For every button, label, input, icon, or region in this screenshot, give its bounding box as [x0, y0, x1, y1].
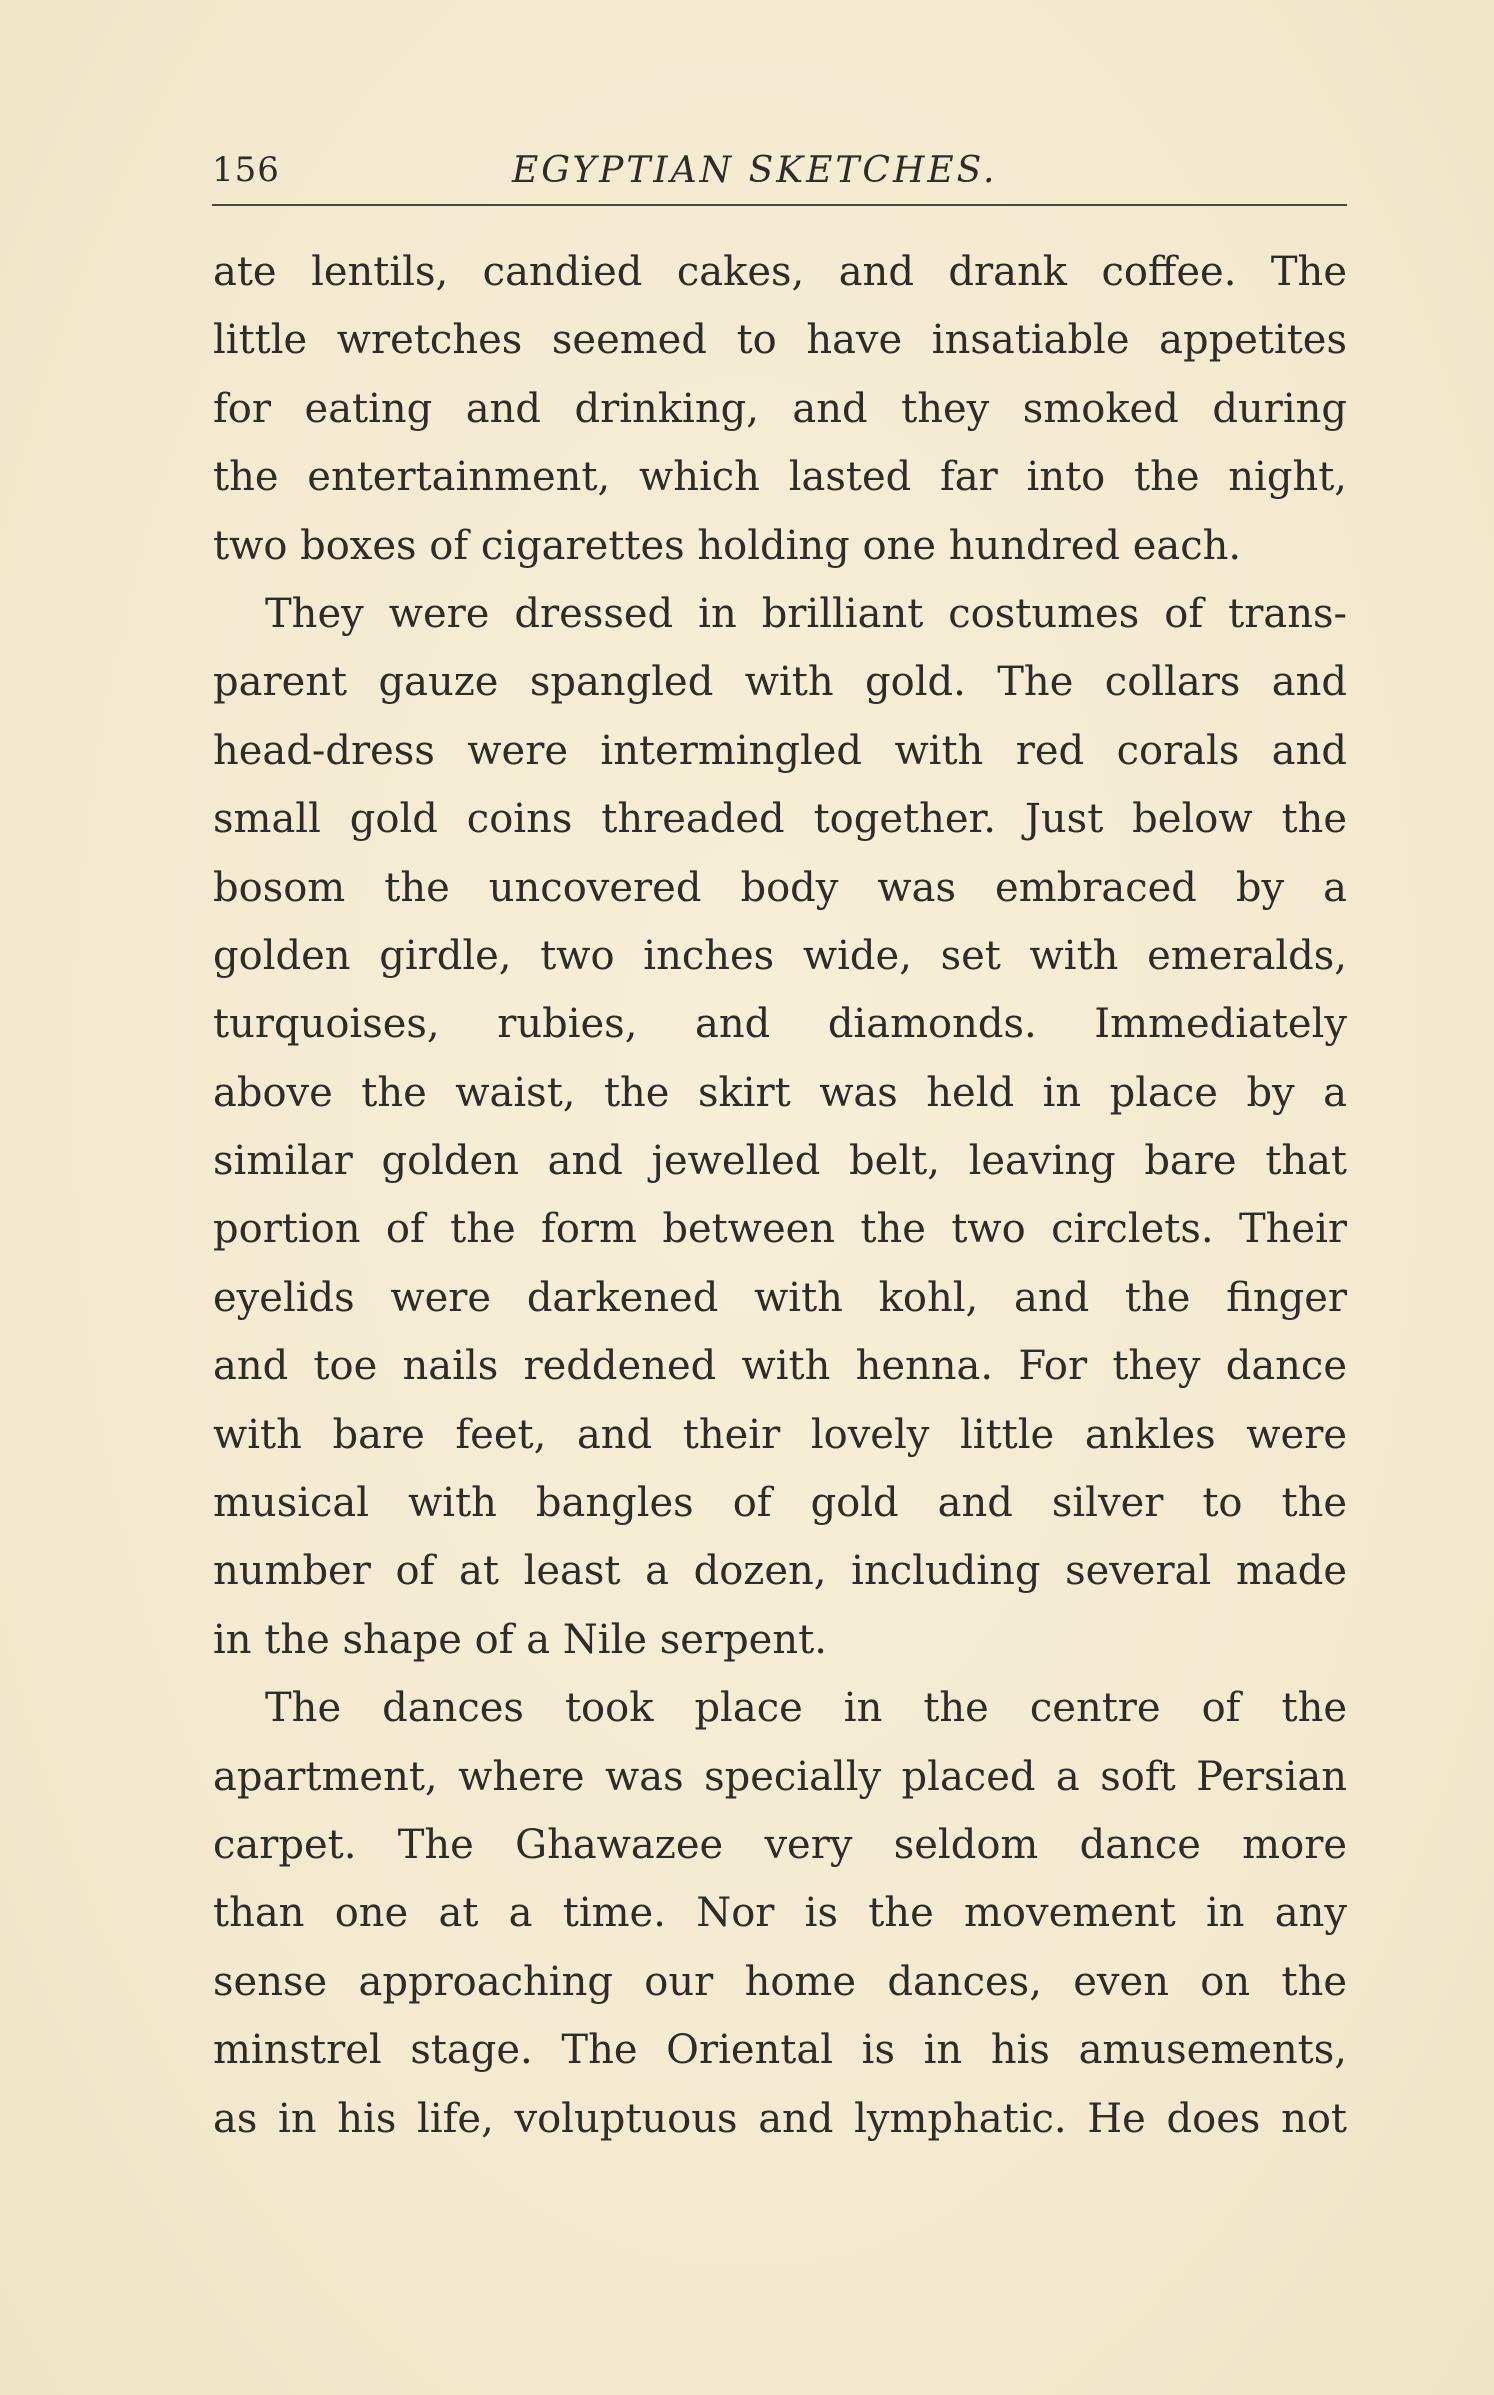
text-line: portion of the form between the two circlets. Their — [213, 1206, 1347, 1253]
text-line: with bare feet, and their lovely little ankles were — [213, 1411, 1347, 1458]
text-line: minstrel stage. The Oriental is in his amusements, — [213, 2027, 1347, 2074]
text-line: two boxes of cigarettes holding one hundred each. — [213, 522, 1242, 569]
text-line: sense approaching our home dances, even on the — [213, 1958, 1347, 2005]
text-line: ate lentils, candied cakes, and drank coffee. The — [213, 249, 1347, 295]
text-line: similar golden and jewelled belt, leaving bare that — [213, 1138, 1347, 1185]
text-line: for eating and drinking, and they smoked during — [213, 385, 1347, 432]
text-line: They were dressed in brilliant costumes of trans- — [265, 590, 1347, 637]
page-header — [212, 140, 1347, 200]
text-line: as in his life, voluptuous and lymphatic. He does not — [213, 2095, 1347, 2142]
text-line: eyelids were darkened with kohl, and the finger — [213, 1274, 1347, 1321]
text-line: head-dress were intermingled with red corals and — [213, 727, 1347, 774]
text-line: bosom the uncovered body was embraced by a — [213, 864, 1347, 911]
text-line: in the shape of a Nile serpent. — [213, 1616, 827, 1663]
text-line: golden girdle, two inches wide, set with emeralds, — [213, 932, 1347, 979]
text-line: The dances took place in the centre of the — [265, 1685, 1347, 1732]
text-line: musical with bangles of gold and silver to the — [213, 1480, 1347, 1527]
text-line: than one at a time. Nor is the movement in any — [213, 1890, 1347, 1937]
text-line: and toe nails reddened with henna. For they dance — [213, 1343, 1347, 1390]
text-line: number of at least a dozen, including several made — [213, 1548, 1347, 1595]
text-line: the entertainment, which lasted far into the night, — [213, 454, 1347, 501]
text-line: small gold coins threaded together. Just below the — [213, 796, 1347, 843]
body-text — [213, 238, 1347, 2153]
page-number: 156 — [212, 150, 280, 190]
header-rule — [212, 204, 1347, 206]
text-line: above the waist, the skirt was held in place by a — [213, 1069, 1347, 1116]
text-line: little wretches seemed to have insatiable appetites — [213, 317, 1347, 364]
text-line: carpet. The Ghawazee very seldom dance more — [213, 1821, 1347, 1868]
running-title: EGYPTIAN SKETCHES. — [512, 150, 998, 191]
text-line: apartment, where was specially placed a soft Persian — [213, 1753, 1347, 1800]
text-line: parent gauze spangled with gold. The collars and — [213, 659, 1347, 706]
text-line: turquoises, rubies, and diamonds. Immediately — [213, 1001, 1347, 1048]
